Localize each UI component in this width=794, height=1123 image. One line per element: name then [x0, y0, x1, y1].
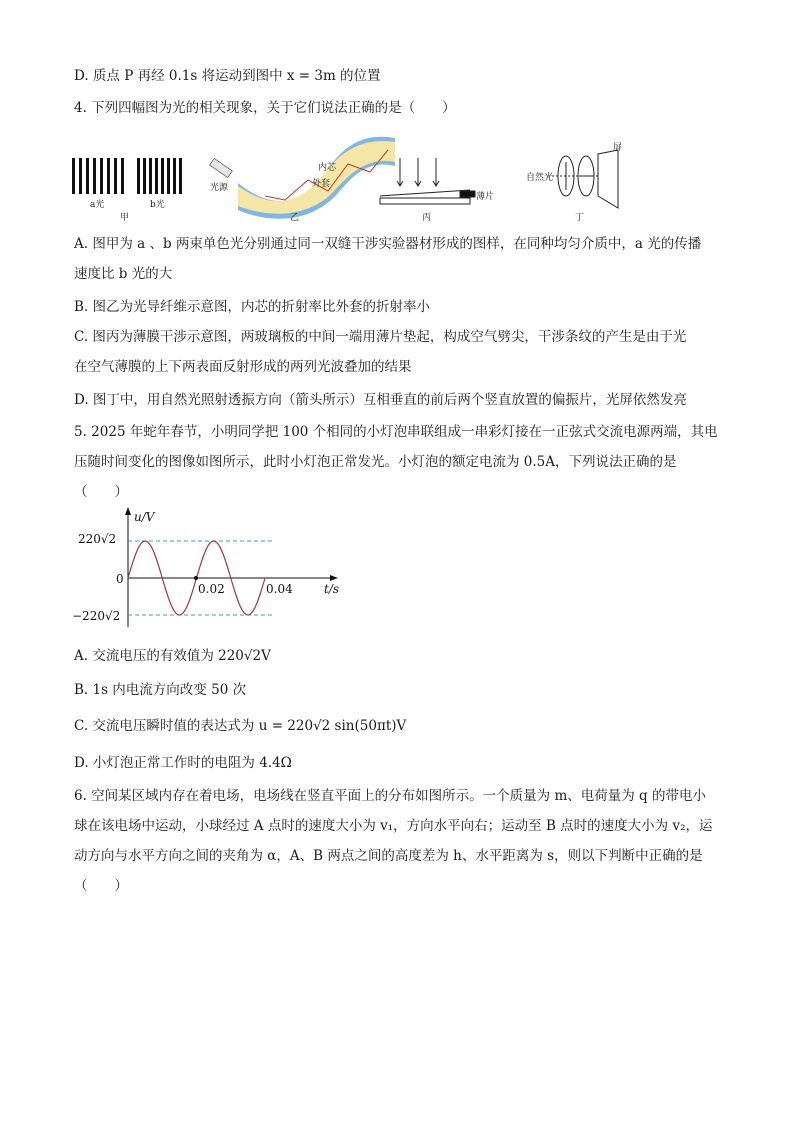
voltage-time-chart [70, 505, 360, 635]
ding-screen-label: 屏 [613, 143, 623, 153]
q5-stem-line2: 压随时间变化的图像如图所示，此时小灯泡正常发光。小灯泡的额定电流为 0.5A，下列说法正确的是 [74, 454, 677, 470]
ding-caption: 丁 [575, 213, 585, 223]
q4-figures [70, 128, 670, 223]
x-tick-0.02: 0.02 [198, 582, 225, 596]
yi-cladding-label: 外套 [312, 179, 331, 189]
x-axis-arrow [330, 575, 338, 581]
q5-option-d: D. 小灯泡正常工作时的电阻为 4.4Ω [74, 755, 292, 771]
y-tick-zero: 0 [116, 572, 124, 586]
q4-stem: 4. 下列四幅图为光的相关现象，关于它们说法正确的是（ ） [74, 100, 456, 116]
jia-b-label: b光 [150, 200, 165, 210]
bing-sheet-label: 薄片 [476, 192, 495, 202]
q5-stem-line3: （ ） [74, 484, 128, 500]
jia-a-label: a光 [90, 200, 105, 210]
bing-caption: 丙 [422, 213, 432, 223]
jia-caption: 甲 [120, 213, 130, 223]
y-axis-label: u/V [134, 510, 155, 524]
fringes-a [72, 158, 124, 194]
x-tick-0.04: 0.04 [266, 582, 293, 596]
optical-fiber [210, 137, 395, 219]
fringes-b [137, 158, 182, 194]
yi-source-label: 光源 [210, 183, 229, 193]
y-tick-bottom: −220√2 [72, 609, 121, 623]
q5-stem-line1: 5. 2025 年蛇年春节，小明同学把 100 个相同的小灯泡串联组成一串彩灯接在一正弦式交流电源两端，其电 [74, 424, 718, 440]
q6-stem-line1: 6. 空间某区域内存在着电场，电场线在竖直平面上的分布如图所示。一个质量为 m、电荷量为 q 的带电小 [74, 788, 706, 804]
point-0.02 [194, 576, 198, 580]
q5-option-b: B. 1s 内电流方向改变 50 次 [74, 682, 247, 698]
q4-option-d: D. 图丁中，用自然光照射透振方向（箭头所示）互相垂直的前后两个竖直放置的偏振片，光屏依然发亮 [74, 392, 687, 408]
q5-option-c: C. 交流电压瞬时值的表达式为 u = 220√2 sin(50πt)V [74, 718, 407, 734]
q5-option-a: A. 交流电压的有效值为 220√2V [74, 648, 271, 664]
yi-core-label: 内芯 [318, 163, 337, 173]
q4-option-c-line1: C. 图丙为薄膜干涉示意图，两玻璃板的中间一端用薄片垫起，构成空气劈尖，干涉条纹的产生是由于光 [74, 329, 687, 345]
q6-stem-line3: 动方向与水平方向之间的夹角为 α，A、B 两点之间的高度差为 h、水平距离为 s，则以下判断中正确的是 [74, 848, 703, 864]
x-axis-label: t/s [324, 582, 340, 596]
y-axis-arrow [125, 507, 131, 515]
q4-option-a-line1: A. 图甲为 a 、b 两束单色光分别通过同一双缝干涉实验器材形成的图样，在同种均匀介质中，a 光的传播 [74, 236, 702, 252]
q6-stem-line4: （ ） [74, 878, 128, 894]
q3-option-d: D. 质点 P 再经 0.1s 将运动到图中 x = 3m 的位置 [74, 68, 381, 84]
q4-option-b: B. 图乙为光导纤维示意图，内芯的折射率比外套的折射率小 [74, 299, 431, 315]
y-tick-top: 220√2 [78, 532, 117, 546]
q6-stem-line2: 球在该电场中运动，小球经过 A 点时的速度大小为 v₁，方向水平向右；运动至 B 点时的速度大小为 v₂，运 [74, 818, 713, 834]
q4-option-a-line2: 速度比 b 光的大 [74, 266, 173, 282]
q4-option-c-line2: 在空气薄膜的上下两表面反射形成的两列光波叠加的结果 [74, 359, 412, 375]
yi-caption: 乙 [290, 213, 300, 223]
polarizers [548, 150, 618, 208]
ding-natural-label: 自然光 [526, 173, 554, 183]
